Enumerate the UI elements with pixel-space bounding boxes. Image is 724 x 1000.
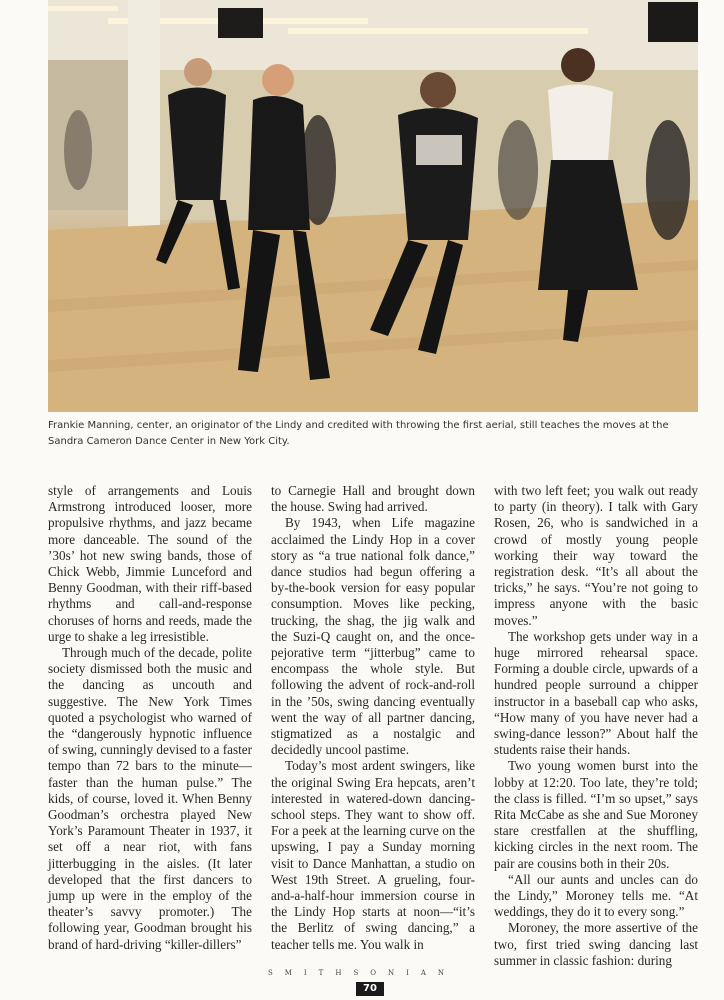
- paragraph: with two left feet; you walk out ready to party (in theory). I talk with Gary Rosen, 26, who is sandwiched in a crowd of mostly young people working their way toward the registration desk. “It’s all about the tricks,” he says. “You’re not going to impress anyone with the basic moves.”: [494, 483, 698, 628]
- paragraph: to Carnegie Hall and brought down the house. Swing had arrived.: [271, 483, 475, 515]
- column-1: [48, 483, 252, 969]
- paragraph: Today’s most ardent swingers, like the original Swing Era hepcats, aren’t interested in watered-down dancing-school steps. They want to show off. For a peek at the learning curve on the upswing, I pay a Sunday morning visit to Dance Manhattan, a studio on West 19th Street. A grueling, four-and-a-half-hour immersion course in the Lindy Hop starts at noon—“it’s the Berlitz of swing dancing,” a teacher tells me. You walk in: [271, 758, 475, 952]
- paragraph: The workshop gets under way in a huge mirrored rehearsal space. Forming a double circle, upwards of a hundred people surround a chipper instructor in a baseball cap who asks, “How many of you have never had a swing-dance lesson?” About half the students raise their hands.: [494, 628, 698, 758]
- paragraph: Moroney, the more assertive of the two, first tried swing dancing last summer in classic fashion: during: [494, 920, 698, 968]
- magazine-name-footer: SMITHSONIAN: [267, 969, 457, 977]
- paragraph: Through much of the decade, polite society dismissed both the music and the dancing as uncouth and suggestive. The New York Times quoted a psychologist who warned of the “dangerously hypnotic influence of swing, cunningly devised to a faster tempo than 72 bars to the minute—faster than the human pulse.” The kids, of course, loved it. When Benny Goodman’s orchestra played New York’s Paramount Theater in 1937, it set off a near riot, with fans jitterbugging in the aisles. (It later developed that the first dancers to jump up were in the employ of the theater’s savvy promoter.) The following year, Goodman brought his brand of hard-driving “killer-dillers”: [48, 645, 252, 952]
- paragraph: Two young women burst into the lobby at 12:20. Too late, they’re told; the class is filled. “I’m so upset,” says Rita McCabe as she and Sue Moroney stare crestfallen at the shuffling, kicking circles in the next room. The pair are cousins both in their 20s.: [494, 758, 698, 871]
- column-3: [494, 483, 698, 969]
- column-2: [271, 483, 475, 969]
- page-number: 70: [356, 982, 384, 996]
- photo-caption: Frankie Manning, center, an originator of the Lindy and credited with throwing the first aerial, still teaches the moves at the Sandra Cameron Dance Center in New York City.: [48, 420, 669, 447]
- dance-photo: [48, 0, 698, 412]
- paragraph: By 1943, when Life magazine acclaimed the Lindy Hop in a cover story as “a true national folk dance,” dance studios had begun offering a by-the-book version for easy popular consumption. Moves like pecking, trucking, the shag, the jig walk and the Suzi-Q caught on, and the once-pejorative term “jitterbug” came to encompass the whole style. But following the advent of rock-and-roll in the ’50s, swing dancing eventually went the way of all partner dancing, stigmatized as a nostalgic and decidedly uncool pastime.: [271, 515, 475, 758]
- article-body: [48, 483, 698, 968]
- dance-studio-illustration: [48, 0, 698, 412]
- paragraph: style of arrangements and Louis Armstrong introduced looser, more propulsive rhythms, and jazz became more danceable. The sound of the ’30s’ hot new swing bands, those of Chick Webb, Jimmie Lunceford and Benny Goodman, with their riff-based rhythms and call-and-response choruses of horns and reeds, made the urge to shake a leg irresistible.: [48, 483, 252, 644]
- paragraph: “All our aunts and uncles can do the Lindy,” Moroney tells me. “At weddings, they do it to every song.”: [494, 871, 698, 920]
